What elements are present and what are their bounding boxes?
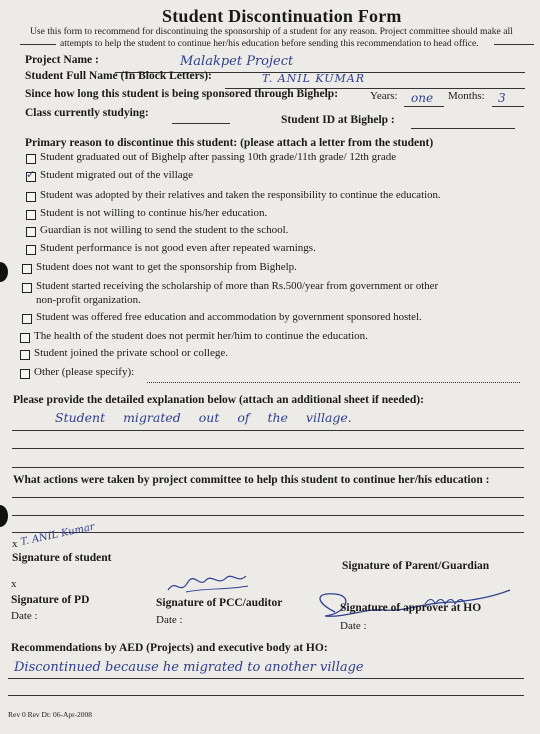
project-name-value[interactable]: Malakpet Project (180, 54, 294, 69)
pd-date-label: Date : (11, 610, 38, 622)
reason-label-9: Student was offered free education and accommodation by government sponsored hostel. (36, 311, 422, 323)
student-id-label: Student ID at Bighelp : (281, 114, 395, 126)
pd-signature-label: Signature of PD (11, 594, 90, 606)
recommendations-line-1 (8, 678, 524, 679)
reason-label-10: The health of the student does not permit her/him to continue the education. (34, 330, 368, 342)
explanation-value[interactable]: Student migrated out of the village. (55, 410, 352, 425)
months-label: Months: (448, 90, 485, 102)
reasons-heading: Primary reason to discontinue this student: (please attach a letter from the student) (25, 137, 434, 149)
reason-label-12: Other (please specify): (34, 366, 135, 378)
student-signature-label: Signature of student (12, 552, 112, 564)
approver-signature-label: Signature of approver at HO (340, 602, 482, 614)
reason-label-8: Student started receiving the scholarship of more than Rs.500/year from government or other (36, 280, 439, 292)
explanation-line-1 (12, 430, 524, 431)
reason-label-5: Guardian is not willing to send the student to the school. (40, 224, 289, 236)
reason-label-4: Student is not willing to continue his/her education. (40, 207, 268, 219)
reason-checkbox-9[interactable] (22, 314, 32, 324)
student-signature[interactable]: T. ANIL Kumar (19, 521, 96, 548)
approver-date-label: Date : (340, 620, 367, 632)
reason-label-8-continued: non-profit organization. (36, 294, 141, 306)
pcc-signature-scribble[interactable] (166, 568, 256, 598)
checkmark-icon: ✓ (26, 168, 36, 181)
reason-checkbox-3[interactable] (26, 192, 36, 202)
project-name-label: Project Name : (25, 54, 99, 66)
reason-checkbox-6[interactable] (26, 245, 36, 255)
months-value[interactable]: 3 (498, 91, 506, 105)
instruction-rule-left (20, 44, 56, 45)
reason-checkbox-1[interactable] (26, 154, 36, 164)
explanation-line-3 (12, 467, 524, 468)
reason-label-6: Student performance is not good even after repeated warnings. (40, 242, 316, 254)
instruction-line-1: Use this form to recommend for discontinuing the sponsorship of a student for any reason. Project committee should make all (30, 26, 513, 37)
sponsored-duration-label: Since how long this student is being sponsored through Bighelp: (25, 88, 339, 100)
parent-signature-label: Signature of Parent/Guardian (342, 560, 490, 572)
reason-checkbox-8[interactable] (22, 283, 32, 293)
actions-line-1 (12, 497, 524, 498)
months-underline (492, 106, 524, 107)
form-title: Student Discontinuation Form (162, 6, 402, 26)
pcc-date-label: Date : (156, 614, 183, 626)
explanation-label: Please provide the detailed explanation below (attach an additional sheet if needed): (13, 394, 424, 406)
student-id-underline (411, 128, 515, 129)
reason-checkbox-11[interactable] (20, 350, 30, 360)
reason-label-7: Student does not want to get the sponsorship from Bighelp. (36, 261, 297, 273)
reason-label-1: Student graduated out of Bighelp after passing 10th grade/11th grade/ 12th grade (40, 151, 397, 163)
pd-x-mark: x (11, 578, 17, 590)
instruction-rule-right (494, 44, 534, 45)
reason-checkbox-10[interactable] (20, 333, 30, 343)
student-name-value[interactable]: T. ANIL KUMAR (262, 72, 366, 85)
reason-checkbox-12[interactable] (20, 369, 30, 379)
binder-hole-top (0, 262, 8, 282)
reason-checkbox-5[interactable] (26, 227, 36, 237)
class-label: Class currently studying: (25, 107, 149, 119)
years-value[interactable]: one (411, 91, 434, 105)
reason-label-3: Student was adopted by their relatives and taken the responsibility to continue the education. (40, 189, 441, 201)
reason-checkbox-4[interactable] (26, 210, 36, 220)
recommendations-line-2 (8, 695, 524, 696)
class-underline (172, 123, 230, 124)
explanation-line-2 (12, 448, 524, 449)
recommendations-value[interactable]: Discontinued because he migrated to another village (14, 660, 364, 675)
other-specify-line[interactable] (147, 382, 520, 383)
years-underline (404, 106, 444, 107)
instruction-line-2: attempts to help the student to continue her/his education before sending this recommendation to head office. (60, 38, 479, 49)
years-label: Years: (370, 90, 398, 102)
student-name-label: Student Full Name (In Block Letters): (25, 70, 212, 82)
recommendations-label: Recommendations by AED (Projects) and executive body at HO: (11, 642, 328, 654)
pcc-signature-label: Signature of PCC/auditor (156, 597, 283, 609)
revision-footer: Rev 0 Rev Dt: 06-Apr-2008 (8, 710, 93, 719)
actions-label: What actions were taken by project committee to help this student to continue her/his education : (13, 474, 490, 486)
reason-label-11: Student joined the private school or college. (34, 347, 228, 359)
binder-hole-bottom (0, 505, 8, 527)
reason-checkbox-7[interactable] (22, 264, 32, 274)
reason-label-2: Student migrated out of the village (40, 169, 194, 181)
actions-line-2 (12, 515, 524, 516)
student-x-mark: x (12, 538, 18, 550)
reason-checkbox-2[interactable] (26, 168, 36, 182)
